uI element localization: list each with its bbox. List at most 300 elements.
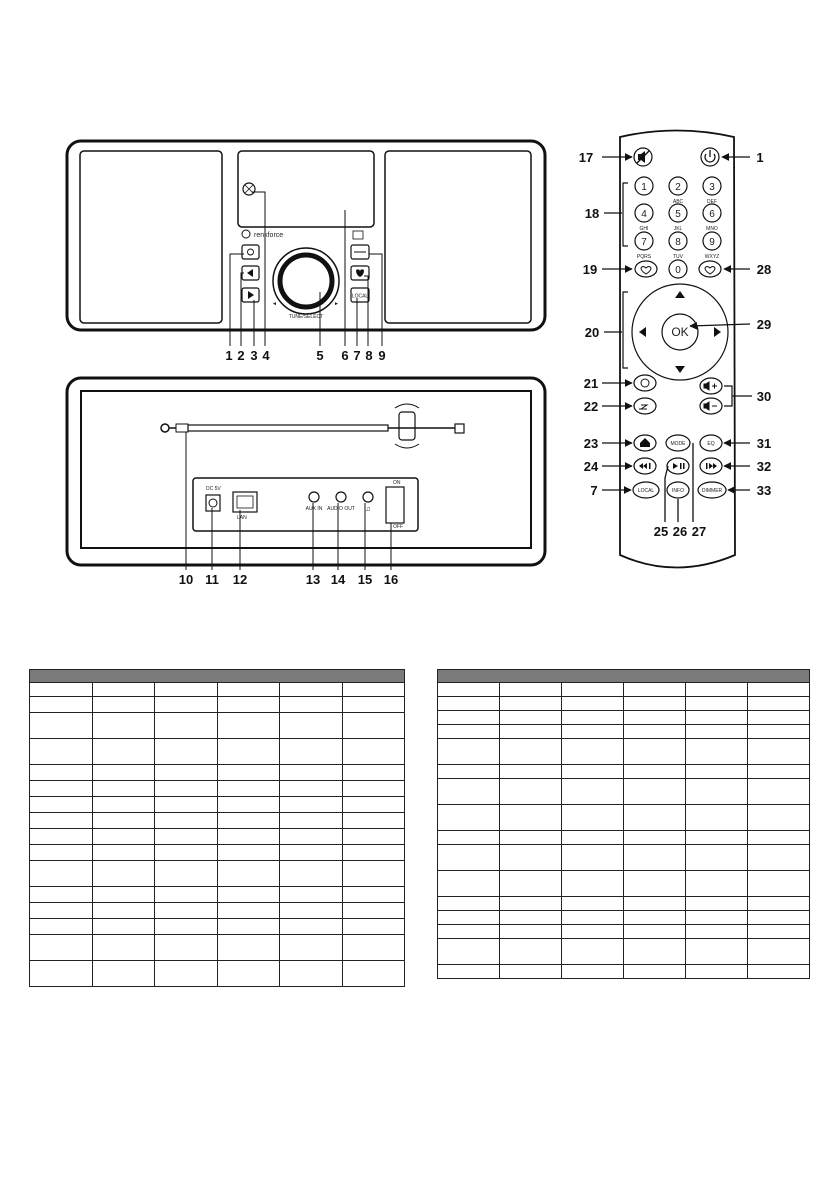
table-row — [30, 713, 405, 739]
table-cell — [624, 939, 686, 965]
table-cell — [92, 961, 155, 987]
table-cell — [748, 697, 810, 711]
table-cell — [686, 845, 748, 871]
table-cell — [217, 829, 280, 845]
rear-port-labels — [206, 480, 403, 530]
table-cell — [280, 919, 343, 935]
table-row — [438, 711, 810, 725]
table-cell — [217, 845, 280, 861]
table-cell — [748, 925, 810, 939]
table-cell — [624, 871, 686, 897]
table-cell — [92, 845, 155, 861]
table-cell — [624, 925, 686, 939]
front-callouts — [225, 348, 385, 363]
table-cell — [686, 871, 748, 897]
table-cell — [92, 829, 155, 845]
table-cell — [624, 965, 686, 979]
callout-31: 31 — [756, 436, 772, 451]
table-cell — [500, 697, 562, 711]
table-cell — [748, 711, 810, 725]
table-row — [30, 697, 405, 713]
table-cell — [686, 739, 748, 765]
table-cell — [500, 911, 562, 925]
table-row — [30, 935, 405, 961]
table-cell — [624, 911, 686, 925]
table-cell — [438, 939, 500, 965]
table-row — [30, 903, 405, 919]
table-cell — [562, 739, 624, 765]
table-cell — [562, 845, 624, 871]
svg-text:MNO: MNO — [706, 226, 718, 232]
table-cell — [92, 713, 155, 739]
table-cell — [562, 711, 624, 725]
table-cell — [280, 887, 343, 903]
svg-text:WXYZ: WXYZ — [704, 254, 720, 260]
svg-text:5: 5 — [675, 209, 681, 220]
switch-on-label: ON — [393, 480, 401, 486]
table-cell — [92, 739, 155, 765]
table-cell — [624, 765, 686, 779]
table-row — [438, 871, 810, 897]
table-cell — [155, 697, 218, 713]
table-cell — [217, 935, 280, 961]
table-cell — [30, 683, 93, 697]
volume-down-key[interactable] — [700, 398, 722, 414]
table-row — [30, 813, 405, 829]
table-cell — [748, 939, 810, 965]
table-row — [438, 925, 810, 939]
table-row — [30, 829, 405, 845]
dc-in-port — [206, 495, 220, 511]
alarm-key[interactable] — [634, 375, 656, 391]
table-cell — [624, 805, 686, 831]
table-row — [30, 765, 405, 781]
table-cell — [342, 903, 405, 919]
table-cell — [92, 887, 155, 903]
parts-table-right — [437, 669, 810, 979]
table-cell — [217, 887, 280, 903]
table-row — [30, 739, 405, 765]
callout-10: 10 — [178, 572, 194, 587]
table-cell — [155, 961, 218, 987]
table-cell — [155, 713, 218, 739]
radio-back-view — [67, 378, 545, 565]
tune-select-knob[interactable] — [273, 248, 339, 314]
callout-23: 23 — [583, 436, 599, 451]
back-callouts — [179, 572, 398, 587]
table-row — [438, 965, 810, 979]
table-row — [438, 765, 810, 779]
aux-in-jack — [309, 492, 319, 502]
table-cell — [92, 903, 155, 919]
callout-26: 26 — [672, 524, 688, 539]
table-cell — [686, 765, 748, 779]
table-cell — [686, 683, 748, 697]
table-cell — [155, 935, 218, 961]
svg-text:INFO: INFO — [672, 488, 684, 494]
table-cell — [30, 765, 93, 781]
table-cell — [155, 683, 218, 697]
table-cell — [155, 861, 218, 887]
table-cell — [624, 697, 686, 711]
table-row — [30, 861, 405, 887]
table-cell — [438, 683, 500, 697]
svg-text:9: 9 — [709, 237, 715, 248]
table-cell — [280, 713, 343, 739]
table-cell — [217, 713, 280, 739]
table-cell — [92, 797, 155, 813]
callout-8: 8 — [365, 348, 373, 363]
table-cell — [342, 861, 405, 887]
right-speaker-grille — [385, 151, 531, 323]
table-cell — [748, 725, 810, 739]
table-row — [30, 887, 405, 903]
svg-text:TUV: TUV — [673, 254, 683, 260]
table-cell — [438, 765, 500, 779]
table-cell — [342, 887, 405, 903]
table-cell — [562, 871, 624, 897]
table-header-bar — [30, 670, 405, 683]
table-cell — [92, 919, 155, 935]
standby-button[interactable] — [242, 245, 259, 259]
callout-13: 13 — [305, 572, 321, 587]
switch-off-label: OFF — [393, 524, 403, 530]
table-cell — [155, 765, 218, 781]
table-row — [30, 683, 405, 697]
table-cell — [686, 711, 748, 725]
svg-text:4: 4 — [641, 209, 647, 220]
table-cell — [280, 739, 343, 765]
table-cell — [92, 697, 155, 713]
table-cell — [438, 897, 500, 911]
callout-12: 12 — [232, 572, 248, 587]
table-cell — [342, 713, 405, 739]
table-cell — [748, 871, 810, 897]
table-row — [438, 845, 810, 871]
table-cell — [562, 939, 624, 965]
callout-28: 28 — [756, 262, 772, 277]
table-cell — [500, 939, 562, 965]
callout-18: 18 — [584, 206, 600, 221]
callout-4: 4 — [262, 348, 270, 363]
table-cell — [217, 765, 280, 781]
table-cell — [280, 845, 343, 861]
svg-text:2: 2 — [675, 182, 681, 193]
svg-text:ABC: ABC — [672, 199, 684, 205]
favorite-store-key[interactable] — [699, 261, 721, 277]
svg-text:EQ: EQ — [707, 441, 715, 447]
table-cell — [562, 965, 624, 979]
table-cell — [280, 765, 343, 781]
table-cell — [624, 845, 686, 871]
table-cell — [748, 683, 810, 697]
svg-text:►: ► — [334, 301, 339, 307]
table-cell — [155, 903, 218, 919]
table-cell — [624, 725, 686, 739]
callout-33: 33 — [756, 483, 772, 498]
audio-out-jack — [336, 492, 346, 502]
table-cell — [562, 925, 624, 939]
table-cell — [342, 797, 405, 813]
table-cell — [217, 781, 280, 797]
table-row — [438, 739, 810, 765]
callout-29: 29 — [756, 317, 772, 332]
table-row — [30, 845, 405, 861]
callout-21: 21 — [583, 376, 599, 391]
callout-7: 7 — [353, 348, 361, 363]
table-cell — [624, 739, 686, 765]
table-cell — [342, 781, 405, 797]
audio-out-label: AUDIO OUT — [327, 506, 355, 512]
table-cell — [438, 845, 500, 871]
table-cell — [155, 887, 218, 903]
table-cell — [30, 797, 93, 813]
table-cell — [280, 961, 343, 987]
callout-20: 20 — [584, 325, 600, 340]
table-cell — [748, 805, 810, 831]
table-cell — [92, 935, 155, 961]
svg-text:8: 8 — [675, 237, 681, 248]
table-cell — [500, 871, 562, 897]
table-cell — [280, 861, 343, 887]
table-cell — [686, 831, 748, 845]
svg-text:6: 6 — [709, 209, 715, 220]
callout-27: 27 — [691, 524, 707, 539]
table-row — [438, 831, 810, 845]
svg-text:3: 3 — [709, 182, 715, 193]
table-cell — [438, 697, 500, 711]
table-cell — [342, 697, 405, 713]
svg-text:PQRS: PQRS — [636, 254, 652, 260]
table-cell — [562, 911, 624, 925]
table-cell — [438, 925, 500, 939]
table-cell — [686, 725, 748, 739]
table-row — [438, 697, 810, 711]
table-cell — [342, 829, 405, 845]
table-cell — [217, 961, 280, 987]
table-cell — [155, 919, 218, 935]
table-cell — [92, 765, 155, 781]
table-cell — [30, 697, 93, 713]
table-cell — [342, 765, 405, 781]
svg-text:DIMMER: DIMMER — [701, 488, 723, 494]
table-cell — [438, 739, 500, 765]
telescopic-antenna — [161, 404, 464, 448]
table-cell — [280, 683, 343, 697]
table-cell — [500, 925, 562, 939]
svg-text:MODE: MODE — [670, 441, 686, 447]
table-cell — [748, 911, 810, 925]
table-cell — [500, 683, 562, 697]
table-row — [438, 725, 810, 739]
table-cell — [438, 911, 500, 925]
table-cell — [217, 683, 280, 697]
svg-text:1: 1 — [641, 182, 647, 193]
callout-3: 3 — [250, 348, 258, 363]
table-cell — [562, 831, 624, 845]
table-header-bar — [438, 670, 810, 683]
table-cell — [686, 939, 748, 965]
table-cell — [280, 903, 343, 919]
table-cell — [92, 683, 155, 697]
svg-text:renkforce: renkforce — [254, 232, 284, 239]
table-cell — [342, 935, 405, 961]
table-row — [30, 781, 405, 797]
table-cell — [217, 903, 280, 919]
table-cell — [500, 805, 562, 831]
table-cell — [438, 805, 500, 831]
table-cell — [686, 805, 748, 831]
table-cell — [280, 935, 343, 961]
table-cell — [438, 711, 500, 725]
table-cell — [30, 861, 93, 887]
table-row — [438, 805, 810, 831]
table-cell — [217, 813, 280, 829]
table-cell — [686, 897, 748, 911]
table-cell — [217, 739, 280, 765]
headphone-jack — [363, 492, 373, 502]
table-cell — [624, 897, 686, 911]
table-cell — [280, 829, 343, 845]
display-panel — [238, 151, 374, 227]
table-cell — [30, 887, 93, 903]
callout-14: 14 — [330, 572, 346, 587]
rear-port-panel — [193, 478, 418, 531]
aux-in-label: AUX IN — [305, 506, 323, 512]
table-cell — [500, 779, 562, 805]
table-row — [438, 939, 810, 965]
table-cell — [217, 797, 280, 813]
table-cell — [500, 845, 562, 871]
table-cell — [280, 797, 343, 813]
table-row — [30, 961, 405, 987]
favorite-recall-key[interactable] — [635, 261, 657, 277]
table-cell — [280, 781, 343, 797]
svg-text:LOCAL: LOCAL — [351, 293, 369, 300]
table-cell — [562, 779, 624, 805]
table-cell — [155, 845, 218, 861]
table-cell — [624, 683, 686, 697]
table-cell — [748, 779, 810, 805]
table-cell — [30, 813, 93, 829]
table-cell — [438, 725, 500, 739]
callout-9: 9 — [378, 348, 386, 363]
svg-text:GHI: GHI — [639, 226, 649, 232]
table-cell — [500, 831, 562, 845]
power-switch — [386, 487, 404, 523]
callout-1-remote: 1 — [756, 150, 764, 165]
table-cell — [438, 779, 500, 805]
table-cell — [686, 697, 748, 711]
table-cell — [686, 911, 748, 925]
svg-text:7: 7 — [641, 237, 647, 248]
callout-7-remote: 7 — [590, 483, 598, 498]
table-cell — [217, 697, 280, 713]
table-cell — [30, 713, 93, 739]
svg-text:TUNE/SELECT: TUNE/SELECT — [288, 314, 324, 320]
table-cell — [500, 739, 562, 765]
table-cell — [686, 925, 748, 939]
table-cell — [500, 897, 562, 911]
table-cell — [92, 781, 155, 797]
dc-label: DC 5V — [206, 486, 221, 492]
table-cell — [748, 765, 810, 779]
svg-text:OK: OK — [671, 325, 689, 339]
table-cell — [562, 697, 624, 711]
table-cell — [500, 711, 562, 725]
svg-text:◄: ◄ — [272, 301, 277, 307]
callout-1: 1 — [225, 348, 233, 363]
table-cell — [624, 831, 686, 845]
volume-up-key[interactable] — [700, 378, 722, 394]
lan-label: LAN — [237, 515, 247, 521]
brand-logo — [242, 230, 283, 239]
table-cell — [748, 965, 810, 979]
table-cell — [30, 935, 93, 961]
table-row — [30, 919, 405, 935]
table-cell — [30, 845, 93, 861]
table-cell — [155, 829, 218, 845]
callout-19: 19 — [582, 262, 598, 277]
table-cell — [748, 831, 810, 845]
callout-25: 25 — [653, 524, 669, 539]
radio-front-view — [67, 141, 545, 330]
table-cell — [342, 739, 405, 765]
callout-24: 24 — [583, 459, 599, 474]
table-cell — [342, 683, 405, 697]
callout-32: 32 — [756, 459, 772, 474]
svg-text:0: 0 — [675, 265, 681, 276]
table-cell — [30, 739, 93, 765]
callout-30: 30 — [756, 389, 772, 404]
svg-text:DEF: DEF — [707, 199, 717, 205]
table-cell — [500, 725, 562, 739]
usb-port — [353, 231, 363, 239]
callout-15: 15 — [357, 572, 373, 587]
callout-5: 5 — [316, 348, 324, 363]
table-cell — [155, 797, 218, 813]
svg-text:JKL: JKL — [673, 226, 683, 232]
table-cell — [92, 813, 155, 829]
table-cell — [342, 845, 405, 861]
table-cell — [686, 965, 748, 979]
table-cell — [748, 845, 810, 871]
table-row — [30, 797, 405, 813]
table-cell — [155, 813, 218, 829]
headphone-label: ♫ — [365, 506, 371, 513]
table-cell — [500, 765, 562, 779]
table-cell — [438, 965, 500, 979]
left-speaker-grille — [80, 151, 222, 323]
parts-table-left — [29, 669, 405, 987]
table-row — [438, 897, 810, 911]
table-row — [438, 911, 810, 925]
table-cell — [155, 739, 218, 765]
table-cell — [217, 861, 280, 887]
table-cell — [92, 861, 155, 887]
table-cell — [342, 961, 405, 987]
table-cell — [30, 829, 93, 845]
table-cell — [562, 725, 624, 739]
table-cell — [30, 781, 93, 797]
table-row — [438, 683, 810, 697]
table-cell — [438, 831, 500, 845]
table-cell — [562, 765, 624, 779]
callout-6: 6 — [341, 348, 349, 363]
table-cell — [562, 897, 624, 911]
table-cell — [562, 805, 624, 831]
table-cell — [438, 871, 500, 897]
